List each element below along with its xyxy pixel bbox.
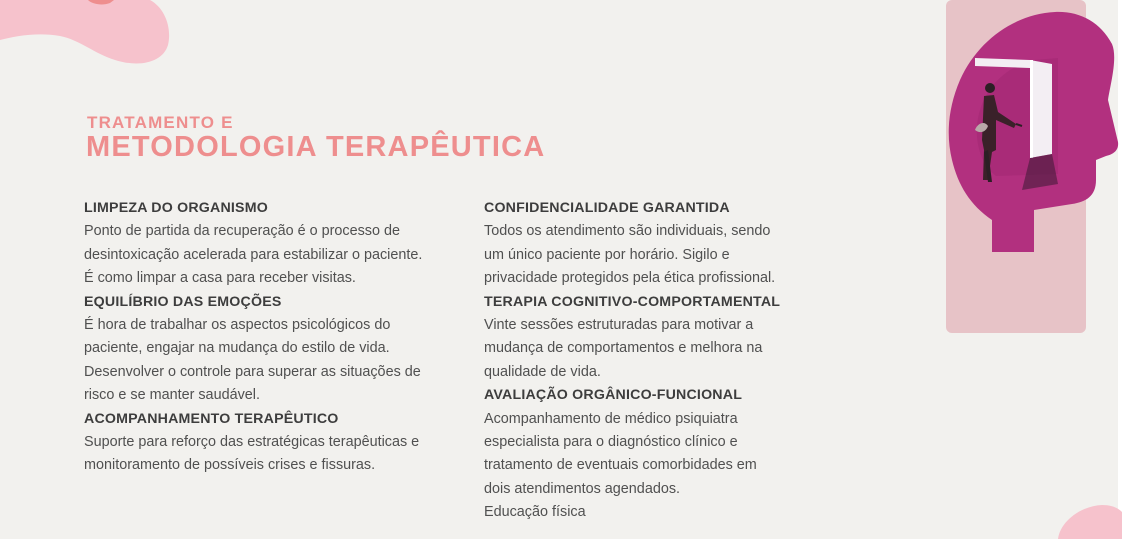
- section-line: desintoxicação acelerada para estabilizar o paciente.: [84, 246, 423, 263]
- section-line: um único paciente por horário. Sigilo e: [484, 246, 730, 263]
- pink-blob-decoration-top: [0, 0, 175, 70]
- section-eyebrow: TRATAMENTO E: [87, 113, 234, 132]
- man-head: [985, 83, 995, 93]
- section-line: Vinte sessões estruturadas para motivar a: [484, 317, 754, 334]
- section-line: qualidade de vida.: [484, 363, 601, 380]
- section-line: Ponto de partida da recuperação é o processo de: [84, 223, 401, 240]
- section-line: especialista para o diagnóstico clínico e: [484, 434, 738, 451]
- section-line: É hora de trabalhar os aspectos psicológicos do: [84, 317, 391, 334]
- section-title: LIMPEZA DO ORGANISMO: [84, 200, 268, 216]
- section-title: CONFIDENCIALIDADE GARANTIDA: [484, 200, 730, 216]
- section-line: tratamento de eventuais comorbidades em: [484, 457, 757, 474]
- section-line: risco e se manter saudável.: [84, 387, 260, 404]
- right-column: [484, 197, 814, 525]
- section-line: mudança de comportamentos e melhora na: [484, 340, 763, 357]
- section-title: AVALIAÇÃO ORGÂNICO-FUNCIONAL: [484, 387, 743, 404]
- page-title: METODOLOGIA TERAPÊUTICA: [86, 131, 546, 163]
- section-line: Desenvolver o controle para superar as situações de: [84, 363, 421, 380]
- section-line: monitoramento de possíveis crises e fissuras.: [84, 457, 376, 474]
- section-title: TERAPIA COGNITIVO-COMPORTAMENTAL: [484, 293, 781, 310]
- section-line: paciente, engajar na mudança do estilo de vida.: [84, 340, 390, 357]
- section-line: privacidade protegidos pela ética profissional.: [484, 270, 776, 287]
- section-line: Educação física: [484, 504, 586, 521]
- section-line: Acompanhamento de médico psiquiatra: [484, 410, 738, 427]
- section-line: dois atendimentos agendados.: [484, 480, 681, 497]
- left-column: [84, 197, 464, 478]
- section-line: Todos os atendimento são individuais, sendo: [484, 223, 771, 240]
- door: [1030, 60, 1052, 158]
- section-title: EQUILÍBRIO DAS EMOÇÕES: [84, 293, 282, 310]
- section-title: ACOMPANHAMENTO TERAPÊUTICO: [84, 410, 339, 427]
- head-profile-with-man-opening-door-icon: [930, 0, 1120, 335]
- section-line: Suporte para reforço das estratégicas terapêuticas e: [84, 434, 420, 451]
- section-line: É como limpar a casa para receber visitas.: [84, 270, 356, 287]
- pink-blob-decoration-bottom: [1050, 500, 1122, 539]
